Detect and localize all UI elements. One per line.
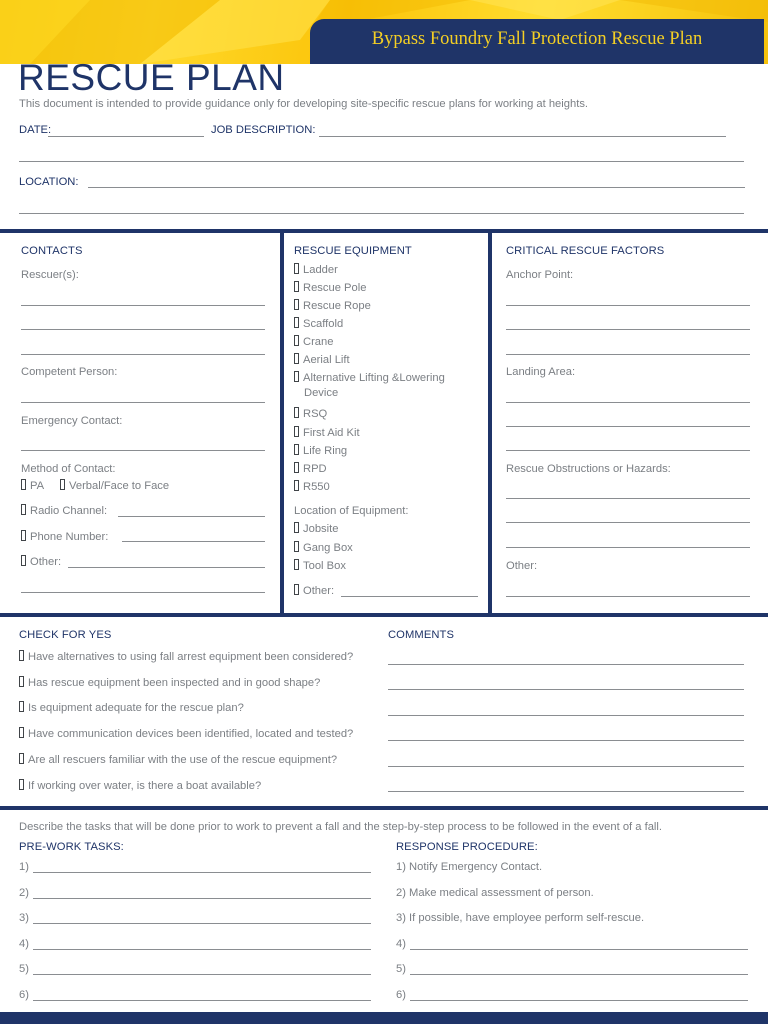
verbal-label: Verbal/Face to Face: [69, 480, 170, 492]
equipment-other-option[interactable]: [294, 584, 334, 597]
prework-number: 2): [19, 887, 29, 899]
response-field[interactable]: [410, 974, 748, 975]
response-field[interactable]: [410, 1000, 748, 1001]
radio-channel-label: Radio Channel:: [30, 505, 108, 517]
checkbox[interactable]: [294, 281, 299, 292]
phone-number-field[interactable]: [122, 541, 265, 542]
date-field[interactable]: [48, 136, 204, 137]
checkbox[interactable]: [19, 701, 24, 712]
check-question[interactable]: [19, 753, 337, 766]
equipment-label: Rescue Rope: [303, 300, 371, 312]
landing-area-label: Landing Area:: [506, 366, 576, 378]
equipment-item[interactable]: [294, 353, 350, 366]
check-question-label: Is equipment adequate for the rescue plan?: [28, 702, 244, 714]
comment-field[interactable]: [388, 740, 744, 741]
page-title: RESCUE PLAN: [18, 57, 285, 98]
equipment-label: Aerial Lift: [303, 354, 350, 366]
response-step: 6): [396, 989, 406, 1001]
check-question-label: Are all rescuers familiar with the use of the rescue equipment?: [28, 754, 338, 766]
comment-field[interactable]: [388, 766, 744, 767]
job-description-field-2[interactable]: [19, 161, 744, 162]
obstructions-field-1[interactable]: [506, 498, 750, 499]
obstructions-label: Rescue Obstructions or Hazards:: [506, 463, 671, 475]
intro-text: This document is intended to provide guidance only for developing site-specific rescue plans for working at heights.: [19, 98, 589, 110]
checkbox[interactable]: [294, 407, 299, 418]
response-step: 2) Make medical assessment of person.: [396, 887, 594, 899]
location-of-equipment-label: Location of Equipment:: [294, 505, 409, 517]
header-tab: [310, 19, 764, 64]
checkbox[interactable]: [294, 335, 299, 346]
anchor-point-field-3[interactable]: [506, 354, 750, 355]
check-question-label: Have alternatives to using fall arrest equipment been considered?: [28, 651, 354, 663]
equipment-label: Rescue Pole: [303, 282, 367, 294]
emergency-contact-label: Emergency Contact:: [21, 415, 123, 427]
response-heading: RESPONSE PROCEDURE:: [396, 841, 538, 853]
equipment-location-label: Jobsite: [303, 523, 339, 535]
rescuers-label: Rescuer(s):: [21, 269, 79, 281]
prework-field[interactable]: [33, 923, 371, 924]
checkbox[interactable]: [19, 676, 24, 687]
equipment-label: First Aid Kit: [303, 427, 360, 439]
competent-person-label: Competent Person:: [21, 366, 118, 378]
prework-field[interactable]: [33, 949, 371, 950]
prework-field[interactable]: [33, 872, 371, 873]
phone-number-label: Phone Number:: [30, 531, 109, 543]
equipment-location-item[interactable]: [294, 541, 353, 554]
prework-number: 4): [19, 938, 29, 950]
check-for-yes-heading: CHECK FOR YES: [19, 629, 112, 641]
checkbox[interactable]: [294, 541, 299, 552]
contacts-heading: CONTACTS: [21, 245, 83, 257]
checkbox[interactable]: [21, 479, 26, 490]
equipment-item[interactable]: [294, 299, 371, 312]
check-question[interactable]: [19, 727, 353, 740]
equipment-location-label: Gang Box: [303, 542, 353, 554]
rescuer-field-3[interactable]: [21, 354, 265, 355]
column-divider: [280, 229, 284, 615]
landing-area-field-1[interactable]: [506, 402, 750, 403]
date-label: DATE:: [19, 124, 52, 136]
checkbox[interactable]: [19, 753, 24, 764]
contact-other-field-2[interactable]: [21, 592, 265, 593]
prework-number: 3): [19, 912, 29, 924]
equipment-item[interactable]: [294, 371, 445, 384]
prework-field[interactable]: [33, 974, 371, 975]
factors-other-label: Other:: [506, 560, 538, 572]
response-step: 5): [396, 963, 406, 975]
section-divider: [0, 229, 768, 233]
equipment-label: RPD: [303, 463, 327, 475]
checkbox[interactable]: [21, 504, 26, 515]
equipment-other-label: Other:: [303, 585, 335, 597]
check-question-label: If working over water, is there a boat available?: [28, 780, 262, 792]
rescue-equipment-heading: RESCUE EQUIPMENT: [294, 245, 412, 257]
checkbox[interactable]: [294, 353, 299, 364]
checkbox[interactable]: [60, 479, 65, 490]
checkbox[interactable]: [21, 555, 26, 566]
check-question[interactable]: [19, 701, 244, 714]
equipment-label: Scaffold: [303, 318, 344, 330]
prework-field[interactable]: [33, 1000, 371, 1001]
obstructions-field-3[interactable]: [506, 547, 750, 548]
emergency-contact-field[interactable]: [21, 450, 265, 451]
equipment-item[interactable]: [294, 480, 330, 493]
equipment-location-label: Tool Box: [303, 560, 346, 572]
checkbox[interactable]: [294, 299, 299, 310]
contact-other-option[interactable]: [21, 555, 61, 568]
equipment-other-field[interactable]: [341, 596, 478, 597]
contact-other-field[interactable]: [68, 567, 265, 568]
rescuer-field-2[interactable]: [21, 329, 265, 330]
critical-factors-heading: CRITICAL RESCUE FACTORS: [506, 245, 665, 257]
method-of-contact-label: Method of Contact:: [21, 463, 116, 475]
equipment-label: Crane: [303, 336, 334, 348]
radio-channel-field[interactable]: [118, 516, 265, 517]
landing-area-field-2[interactable]: [506, 426, 750, 427]
equipment-item[interactable]: [294, 263, 338, 276]
comment-field[interactable]: [388, 715, 744, 716]
job-description-field[interactable]: [319, 136, 726, 137]
comment-field[interactable]: [388, 791, 744, 792]
pa-label: PA: [30, 480, 45, 492]
equipment-item[interactable]: [294, 407, 327, 420]
checkbox[interactable]: [294, 462, 299, 473]
obstructions-field-2[interactable]: [506, 522, 750, 523]
equipment-item[interactable]: [294, 317, 343, 330]
factors-other-field[interactable]: [506, 596, 750, 597]
verbal-option[interactable]: [60, 479, 169, 492]
prework-heading: PRE-WORK TASKS:: [19, 841, 124, 853]
prework-field[interactable]: [33, 898, 371, 899]
check-question-label: Have communication devices been identified, located and tested?: [28, 728, 354, 740]
checkbox[interactable]: [294, 480, 299, 491]
tasks-description: Describe the tasks that will be done prior to work to prevent a fall and the step-by-step process to be followed in the event of a fall.: [19, 821, 663, 833]
brand-title: Bypass Foundry Fall Protection Rescue Plan: [371, 29, 703, 49]
location-field-2[interactable]: [19, 213, 744, 214]
response-step: 4): [396, 938, 406, 950]
anchor-point-field-1[interactable]: [506, 305, 750, 306]
checkbox[interactable]: [21, 530, 26, 541]
prework-number: 5): [19, 963, 29, 975]
prework-number: 6): [19, 989, 29, 1001]
equipment-label: Life Ring: [303, 445, 348, 457]
checkbox[interactable]: [294, 371, 299, 382]
check-question[interactable]: [19, 676, 320, 689]
check-question-label: Has rescue equipment been inspected and in good shape?: [28, 677, 321, 689]
location-field[interactable]: [88, 187, 745, 188]
checkbox[interactable]: [294, 522, 299, 533]
equipment-item[interactable]: [294, 281, 366, 294]
response-field[interactable]: [410, 949, 748, 950]
comment-field[interactable]: [388, 664, 744, 665]
equipment-item[interactable]: [294, 444, 347, 457]
section-divider: [0, 613, 768, 617]
equipment-label: Alternative Lifting &Lowering: [303, 372, 445, 384]
rescuer-field-1[interactable]: [21, 305, 265, 306]
checkbox[interactable]: [19, 650, 24, 661]
checkbox[interactable]: [294, 559, 299, 570]
section-divider: [0, 806, 768, 810]
equipment-location-item[interactable]: [294, 522, 338, 535]
checkbox[interactable]: [19, 779, 24, 790]
response-step: 1) Notify Emergency Contact.: [396, 861, 543, 873]
location-label: LOCATION:: [19, 176, 79, 188]
comments-heading: COMMENTS: [388, 629, 455, 641]
checkbox[interactable]: [19, 727, 24, 738]
equipment-label-continuation: Device: [304, 387, 339, 399]
phone-number-option[interactable]: [21, 530, 108, 543]
check-question[interactable]: [19, 650, 353, 663]
checkbox[interactable]: [294, 426, 299, 437]
equipment-item[interactable]: [294, 426, 360, 439]
equipment-label: RSQ: [303, 408, 328, 420]
anchor-point-label: Anchor Point:: [506, 269, 574, 281]
equipment-item[interactable]: [294, 462, 327, 475]
equipment-label: R550: [303, 481, 330, 493]
comment-field[interactable]: [388, 689, 744, 690]
checkbox[interactable]: [294, 263, 299, 274]
job-description-label: JOB DESCRIPTION:: [211, 124, 316, 136]
equipment-item[interactable]: [294, 335, 333, 348]
response-step: 3) If possible, have employee perform self-rescue.: [396, 912, 645, 924]
checkbox[interactable]: [294, 584, 299, 595]
footer-bar: [0, 1012, 768, 1024]
prework-number: 1): [19, 861, 29, 873]
contact-other-label: Other:: [30, 556, 62, 568]
anchor-point-field-2[interactable]: [506, 329, 750, 330]
column-divider: [488, 229, 492, 615]
checkbox[interactable]: [294, 317, 299, 328]
pa-option[interactable]: [21, 479, 44, 492]
landing-area-field-3[interactable]: [506, 450, 750, 451]
competent-person-field[interactable]: [21, 402, 265, 403]
equipment-label: Ladder: [303, 264, 338, 276]
equipment-location-item[interactable]: [294, 559, 346, 572]
check-question[interactable]: [19, 779, 261, 792]
checkbox[interactable]: [294, 444, 299, 455]
radio-channel-option[interactable]: [21, 504, 107, 517]
